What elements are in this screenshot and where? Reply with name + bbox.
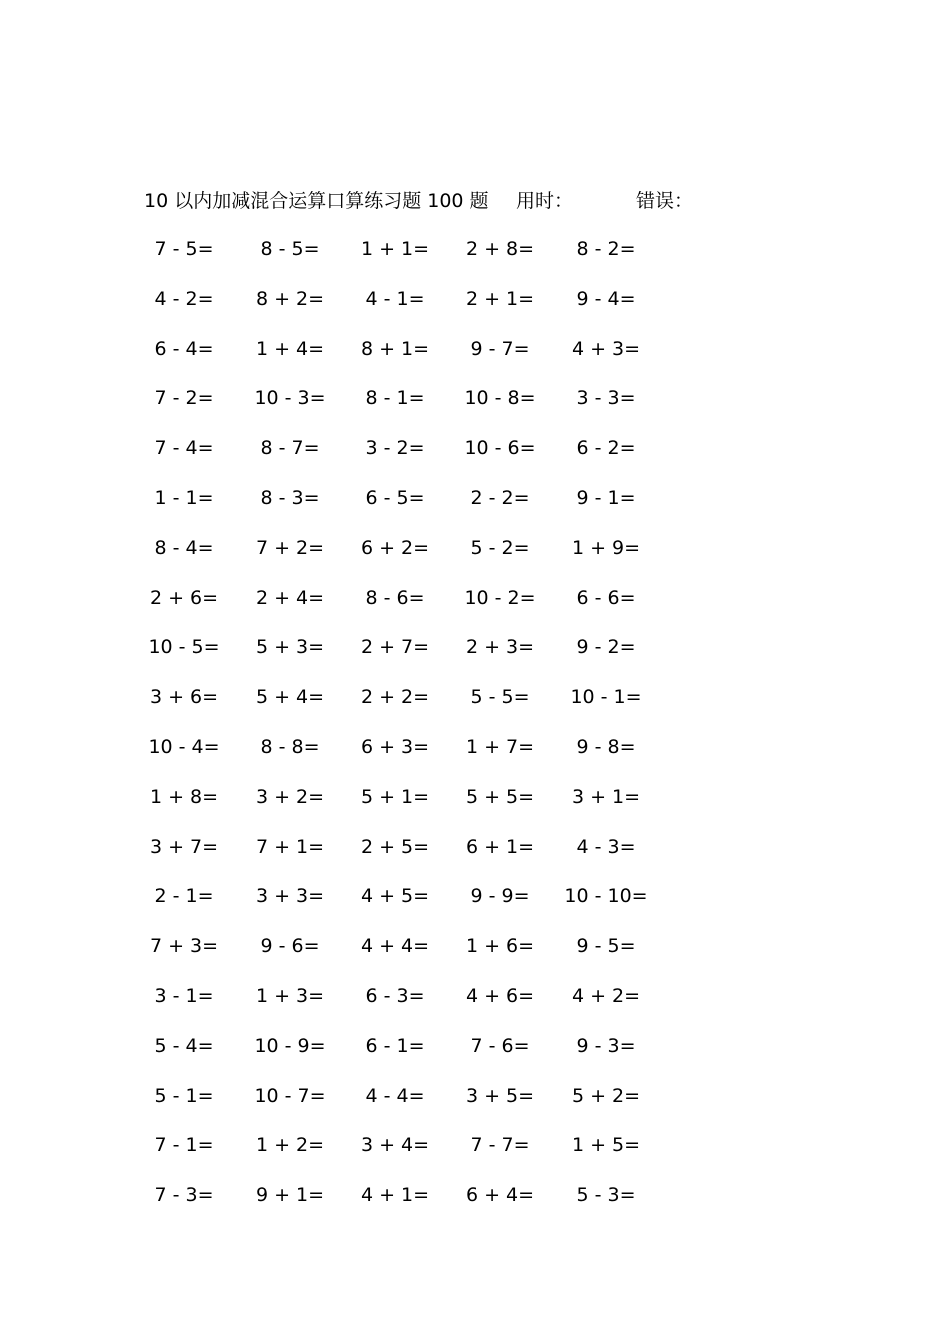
arithmetic-problem: 9 - 5= (576, 935, 636, 958)
problem-row (0, 433, 950, 463)
arithmetic-problem: 3 + 4= (360, 1134, 430, 1157)
arithmetic-problem: 3 + 7= (149, 835, 219, 858)
arithmetic-problem: 2 - 1= (154, 885, 214, 908)
arithmetic-problem: 5 - 4= (154, 1034, 214, 1057)
arithmetic-problem: 10 - 7= (254, 1084, 326, 1107)
arithmetic-problem: 1 + 4= (255, 337, 325, 360)
arithmetic-problem: 10 - 8= (464, 387, 536, 410)
time-used-label: 用时： (516, 190, 574, 212)
arithmetic-problem: 10 - 4= (148, 736, 220, 758)
arithmetic-problem: 2 + 2= (360, 686, 430, 709)
arithmetic-problem: 3 + 3= (255, 885, 325, 908)
arithmetic-problem: 3 - 3= (576, 387, 636, 410)
arithmetic-problem: 10 - 5= (148, 636, 220, 659)
worksheet-title: 10 以内加减混合运算口算练习题 100 题 (144, 190, 489, 212)
arithmetic-problem: 4 - 3= (576, 835, 636, 858)
arithmetic-problem: 9 - 9= (470, 885, 530, 908)
arithmetic-problem: 4 + 1= (360, 1184, 430, 1207)
problem-row (0, 931, 950, 961)
arithmetic-problem: 7 - 5= (154, 238, 214, 260)
arithmetic-problem: 3 + 5= (465, 1084, 535, 1107)
arithmetic-problem: 1 + 7= (465, 736, 535, 758)
problem-row (0, 981, 950, 1011)
arithmetic-problem: 9 - 8= (576, 736, 636, 758)
arithmetic-problem: 2 + 3= (465, 636, 535, 659)
arithmetic-problem: 1 + 9= (571, 536, 641, 559)
problem-row (0, 383, 950, 413)
arithmetic-problem: 10 - 10= (564, 885, 648, 908)
arithmetic-problem: 9 - 7= (470, 337, 530, 360)
arithmetic-problem: 3 - 1= (154, 985, 214, 1007)
arithmetic-problem: 10 - 1= (570, 686, 642, 709)
arithmetic-problem: 2 - 2= (470, 487, 530, 509)
arithmetic-problem: 2 + 5= (360, 835, 430, 858)
arithmetic-problem: 6 - 1= (365, 1034, 425, 1057)
arithmetic-problem: 7 - 4= (154, 437, 214, 460)
arithmetic-problem: 2 + 4= (255, 586, 325, 609)
arithmetic-problem: 1 + 1= (360, 238, 430, 260)
arithmetic-problem: 1 + 5= (571, 1134, 641, 1157)
arithmetic-problem: 1 + 6= (465, 935, 535, 958)
arithmetic-problem: 4 + 3= (571, 337, 641, 360)
arithmetic-problem: 3 + 1= (571, 785, 641, 808)
arithmetic-problem: 3 + 2= (255, 785, 325, 808)
arithmetic-problem: 8 - 2= (576, 238, 636, 260)
arithmetic-problem: 4 + 4= (360, 935, 430, 958)
arithmetic-problem: 8 - 5= (260, 238, 320, 260)
arithmetic-problem: 1 - 1= (154, 487, 214, 509)
arithmetic-problem: 2 + 7= (360, 636, 430, 659)
problem-row (0, 1031, 950, 1061)
arithmetic-problem: 8 - 8= (260, 736, 320, 758)
arithmetic-problem: 7 + 3= (149, 935, 219, 958)
arithmetic-problem: 4 + 6= (465, 985, 535, 1007)
error-count-label: 错误： (636, 190, 694, 212)
arithmetic-problem: 7 - 6= (470, 1034, 530, 1057)
arithmetic-problem: 1 + 2= (255, 1134, 325, 1157)
arithmetic-problem: 10 - 2= (464, 586, 536, 609)
arithmetic-problem: 2 + 6= (149, 586, 219, 609)
arithmetic-problem: 10 - 3= (254, 387, 326, 410)
arithmetic-problem: 10 - 6= (464, 437, 536, 460)
arithmetic-problem: 9 + 1= (255, 1184, 325, 1207)
problem-row (0, 533, 950, 563)
arithmetic-problem: 6 + 1= (465, 835, 535, 858)
arithmetic-problem: 7 + 2= (255, 536, 325, 559)
arithmetic-problem: 6 - 6= (576, 586, 636, 609)
arithmetic-problem: 5 + 3= (255, 636, 325, 659)
arithmetic-problem: 4 + 5= (360, 885, 430, 908)
arithmetic-problem: 8 + 1= (360, 337, 430, 360)
arithmetic-problem: 5 + 5= (465, 785, 535, 808)
arithmetic-problem: 4 - 2= (154, 287, 214, 310)
arithmetic-problem: 9 - 3= (576, 1034, 636, 1057)
arithmetic-problem: 8 - 3= (260, 487, 320, 509)
arithmetic-problem: 8 - 6= (365, 586, 425, 609)
problem-row (0, 682, 950, 712)
arithmetic-problem: 7 - 2= (154, 387, 214, 410)
arithmetic-problem: 5 + 4= (255, 686, 325, 709)
arithmetic-problem: 6 + 2= (360, 536, 430, 559)
arithmetic-problem: 9 - 2= (576, 636, 636, 659)
arithmetic-problem: 4 - 4= (365, 1084, 425, 1107)
arithmetic-problem: 10 - 9= (254, 1034, 326, 1057)
arithmetic-problem: 9 - 4= (576, 287, 636, 310)
problem-row (0, 632, 950, 662)
problem-row (0, 583, 950, 613)
problem-row (0, 1130, 950, 1160)
arithmetic-problem: 6 - 2= (576, 437, 636, 460)
arithmetic-problem: 6 - 5= (365, 487, 425, 509)
problem-row (0, 1180, 950, 1210)
arithmetic-problem: 9 - 6= (260, 935, 320, 958)
arithmetic-problem: 3 + 6= (149, 686, 219, 709)
arithmetic-problem: 5 - 2= (470, 536, 530, 559)
arithmetic-problem: 8 + 2= (255, 287, 325, 310)
arithmetic-problem: 6 - 4= (154, 337, 214, 360)
arithmetic-problem: 5 - 3= (576, 1184, 636, 1207)
arithmetic-problem: 5 + 1= (360, 785, 430, 808)
arithmetic-problem: 8 - 1= (365, 387, 425, 410)
arithmetic-problem: 6 + 3= (360, 736, 430, 758)
problem-row (0, 234, 950, 264)
arithmetic-problem: 4 + 2= (571, 985, 641, 1007)
problem-row (0, 1081, 950, 1111)
arithmetic-problem: 7 + 1= (255, 835, 325, 858)
arithmetic-problem: 7 - 7= (470, 1134, 530, 1157)
arithmetic-problem: 3 - 2= (365, 437, 425, 460)
arithmetic-problem: 4 - 1= (365, 287, 425, 310)
arithmetic-problem: 5 - 5= (470, 686, 530, 709)
arithmetic-problem: 2 + 1= (465, 287, 535, 310)
arithmetic-problem: 9 - 1= (576, 487, 636, 509)
problem-row (0, 334, 950, 364)
arithmetic-problem: 1 + 3= (255, 985, 325, 1007)
problem-row (0, 284, 950, 314)
arithmetic-problem: 6 + 4= (465, 1184, 535, 1207)
problem-row (0, 483, 950, 513)
arithmetic-problem: 6 - 3= (365, 985, 425, 1007)
arithmetic-problem: 1 + 8= (149, 785, 219, 808)
problem-row (0, 832, 950, 862)
arithmetic-problem: 5 + 2= (571, 1084, 641, 1107)
arithmetic-problem: 2 + 8= (465, 238, 535, 260)
problem-row (0, 782, 950, 812)
problem-row (0, 732, 950, 762)
arithmetic-problem: 8 - 4= (154, 536, 214, 559)
arithmetic-problem: 5 - 1= (154, 1084, 214, 1107)
arithmetic-problem: 7 - 1= (154, 1134, 214, 1157)
arithmetic-problem: 7 - 3= (154, 1184, 214, 1207)
arithmetic-problem: 8 - 7= (260, 437, 320, 460)
problem-row (0, 881, 950, 911)
